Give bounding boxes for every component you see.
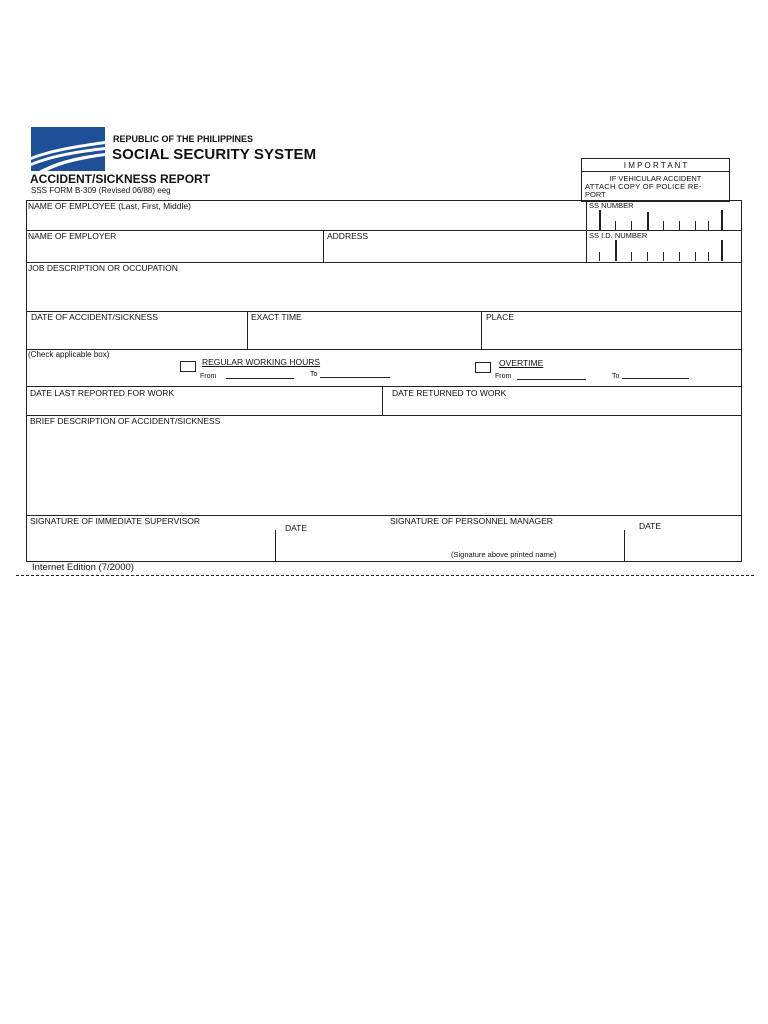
overtime-checkbox[interactable] bbox=[475, 362, 491, 373]
sss-logo bbox=[31, 127, 105, 171]
date-returned-field[interactable] bbox=[383, 399, 741, 414]
signature-personnel-label: SIGNATURE OF PERSONNEL MANAGER bbox=[390, 516, 553, 526]
overtime-from-field[interactable] bbox=[517, 379, 586, 380]
exact-time-label: EXACT TIME bbox=[251, 312, 302, 322]
regular-hours-label: REGULAR WORKING HOURS bbox=[202, 357, 321, 367]
cut-line bbox=[16, 575, 754, 576]
job-description-label: JOB DESCRIPTION OR OCCUPATION bbox=[28, 263, 178, 273]
sss-logo-icon bbox=[31, 127, 105, 171]
regular-from-field[interactable] bbox=[226, 378, 294, 379]
edition-label: Internet Edition (7/2000) bbox=[32, 562, 134, 573]
supervisor-date-field[interactable] bbox=[276, 534, 386, 561]
employer-name-field[interactable] bbox=[27, 242, 322, 260]
ss-number-label: SS NUMBER bbox=[589, 201, 634, 210]
overtime-label: OVERTIME bbox=[499, 358, 544, 368]
personnel-date-label: DATE bbox=[639, 521, 662, 531]
address-label: ADDRESS bbox=[327, 231, 369, 241]
job-description-field[interactable] bbox=[27, 274, 741, 310]
brief-description-label: BRIEF DESCRIPTION OF ACCIDENT/SICKNESS bbox=[30, 416, 221, 426]
important-line-1: IF VEHICULAR ACCIDENT bbox=[609, 174, 702, 183]
important-line-3: PORT bbox=[585, 190, 606, 199]
signature-supervisor-label: SIGNATURE OF IMMEDIATE SUPERVISOR bbox=[30, 516, 201, 526]
employee-name-field[interactable] bbox=[27, 212, 585, 229]
supervisor-date-label: DATE bbox=[285, 523, 308, 533]
important-heading: I M P O R T A N T bbox=[623, 161, 688, 170]
employee-name-label: NAME OF EMPLOYEE (Last, First, Middle) bbox=[28, 201, 191, 211]
signature-supervisor-field[interactable] bbox=[27, 528, 274, 561]
signature-personnel-field[interactable] bbox=[390, 528, 623, 548]
employer-name-label: NAME OF EMPLOYER bbox=[28, 231, 117, 241]
agency-name: SOCIAL SECURITY SYSTEM bbox=[112, 146, 317, 163]
exact-time-field[interactable] bbox=[248, 323, 480, 347]
regular-to-field[interactable] bbox=[320, 377, 390, 378]
place-label: PLACE bbox=[486, 312, 514, 322]
signature-note: (Signature above printed name) bbox=[451, 550, 557, 559]
personnel-date-field[interactable] bbox=[625, 532, 741, 561]
form-number: SSS FORM B-309 (Revised 06/88) eeg bbox=[31, 186, 171, 195]
overtime-to-label: To bbox=[612, 373, 620, 380]
overtime-to-field[interactable] bbox=[622, 378, 689, 379]
ss-id-number-field[interactable] bbox=[588, 240, 738, 261]
date-last-reported-field[interactable] bbox=[27, 399, 381, 414]
regular-to-label: To bbox=[310, 371, 318, 378]
ss-id-number-label: SS I.D. NUMBER bbox=[589, 231, 648, 240]
form-title: ACCIDENT/SICKNESS REPORT bbox=[30, 172, 211, 186]
date-last-reported-label: DATE LAST REPORTED FOR WORK bbox=[30, 388, 175, 398]
ss-number-field[interactable] bbox=[588, 210, 738, 230]
republic-label: REPUBLIC OF THE PHILIPPINES bbox=[113, 134, 254, 144]
check-applicable-label: (Check applicable box) bbox=[28, 350, 110, 359]
overtime-from-label: From bbox=[495, 373, 512, 380]
regular-hours-checkbox[interactable] bbox=[180, 361, 196, 372]
date-returned-label: DATE RETURNED TO WORK bbox=[392, 388, 507, 398]
brief-description-field[interactable] bbox=[27, 427, 741, 514]
important-line-2: ATTACH COPY OF POLICE RE- bbox=[585, 182, 702, 191]
address-field[interactable] bbox=[324, 242, 585, 260]
regular-from-label: From bbox=[200, 373, 217, 380]
place-field[interactable] bbox=[482, 323, 741, 347]
date-of-accident-label: DATE OF ACCIDENT/SICKNESS bbox=[31, 312, 158, 322]
date-of-accident-field[interactable] bbox=[27, 323, 246, 347]
